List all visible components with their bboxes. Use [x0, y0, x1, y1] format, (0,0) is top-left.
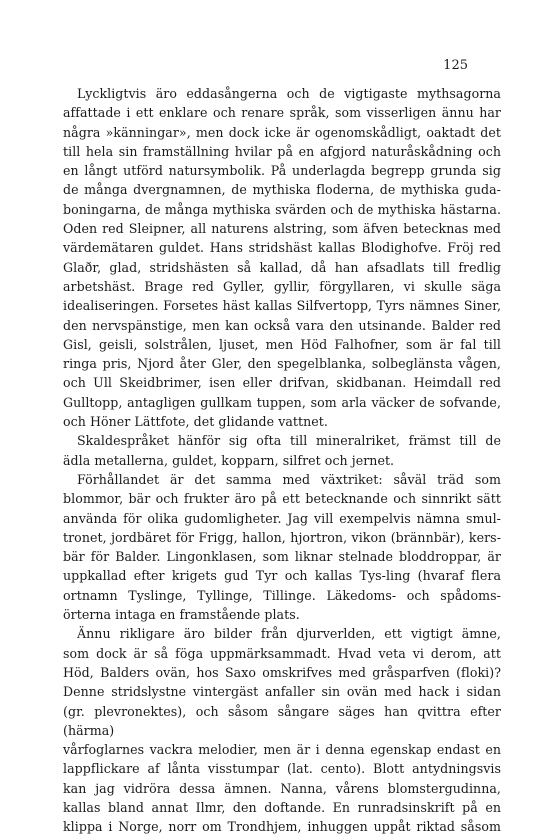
text-line: Glaðr, glad, stridshästen så kallad, då han afsadlats till fredlig	[63, 259, 501, 275]
text-line: värdemätaren guldet. Hans stridshäst kallas Blodighofve. Fröj red	[63, 240, 501, 256]
text-line: klippa i Norge, norr om Trondhjem, inhuggen uppåt riktad såsom	[63, 819, 501, 835]
text-line: lappflickare af lånta visstumpar (lat. cento). Blott antydningsvis	[63, 761, 501, 777]
text-line: och Höner Lättfote, det glidande vattnet.	[63, 414, 328, 430]
text-line: uppkallad efter krigets gud Tyr och kallas Tys-ling (hvaraf flera	[63, 568, 501, 584]
text-line: till hela sin framställning hvilar på en afgjord naturåskådning och	[63, 143, 501, 159]
text-line: Oden red Sleipner, all naturens alstring, som äfven betecknas med	[63, 221, 501, 237]
text-line: och Ull Skeidbrimer, isen eller drifvan, skidbanan. Heimdall red	[63, 375, 501, 391]
text-line: blommor, bär och frukter äro på ett betecknande och sinnrikt sätt	[63, 491, 501, 507]
text-line: den nervspänstige, men kan också vara den utsinande. Balder red	[63, 317, 501, 333]
text-line: Denne stridslystne vintergäst anfaller sin ovän med hack i sidan	[63, 684, 501, 700]
text-line: ädla metallerna, guldet, kopparn, silfret och jernet.	[63, 452, 395, 468]
text-line: ringa pris, Njord åter Gler, den spegelblanka, solbeglänsta vågen,	[63, 356, 501, 372]
text-line: tronet, jordbäret för Frigg, hallon, hjortron, vikon (brännbär), kers-	[63, 529, 501, 545]
page-number: 125	[443, 58, 468, 73]
text-line: som dock är så föga uppmärksammadt. Hvad veta vi derom, att	[63, 645, 501, 661]
text-line: Ännu rikligare äro bilder från djurverlden, ett vigtigt ämne,	[77, 626, 501, 642]
text-line: Förhållandet är det samma med växtriket: såväl träd som	[77, 471, 501, 487]
text-line: vårfoglarnes vackra melodier, men är i denna egenskap endast en	[63, 742, 501, 758]
text-line: använda för olika gudomligheter. Jag vill exempelvis nämna smul-	[63, 510, 501, 526]
text-line: Lyckligtvis äro eddasångerna och de vigtigaste mythsagorna	[77, 86, 501, 101]
text-line: (gr. plevronektes), och såsom sångare säges han qvittra efter (härma)	[63, 703, 501, 738]
text-line: Skaldespråket hänför sig ofta till mineralriket, främst till de	[77, 433, 501, 449]
text-line: kallas bland annat Ilmr, den doftande. En runradsinskrift på en	[63, 799, 501, 815]
text-line: de många dvergnamnen, de mythiska floderna, de mythiska guda-	[63, 182, 501, 198]
text-line: några »känningar», men dock icke är ogenomskådligt, oaktadt det	[63, 124, 501, 140]
text-line: ortnamn Tyslinge, Tyllinge, Tillinge. Läkedoms- och spådoms-	[63, 587, 501, 603]
text-line: Gulltopp, antagligen gullkam tuppen, som arla väcker de sofvande,	[63, 394, 501, 410]
text-line: boningarna, de många mythiska svärden och de mythiska hästarna.	[63, 201, 501, 217]
text-line: bär för Balder. Lingonklasen, som liknar stelnade bloddroppar, är	[63, 549, 501, 565]
text-line: idealiseringen. Forsetes häst kallas Silfvertopp, Tyrs nämnes Siner,	[63, 298, 501, 314]
text-line: kan jag vidröra dessa ämnen. Nanna, vårens blomstergudinna,	[63, 780, 501, 796]
text-line: Gisl, geisli, solstrålen, ljuset, men Höd Falhofner, som är fal till	[63, 336, 501, 352]
body-text	[63, 84, 501, 837]
text-line: örterna intaga en framstående plats.	[63, 607, 300, 623]
text-line: affattade i ett enklare och renare språk, som visserligen ännu har	[63, 105, 501, 121]
text-line: en långt utförd natursymbolik. På underlagda begrepp grunda sig	[63, 163, 501, 179]
text-line: Höd, Balders ovän, hos Saxo omskrifves med gråsparfven (floki)?	[63, 664, 501, 680]
text-line: arbetshäst. Brage red Gyller, gyllir, förgyllaren, vi skulle säga	[63, 278, 501, 294]
